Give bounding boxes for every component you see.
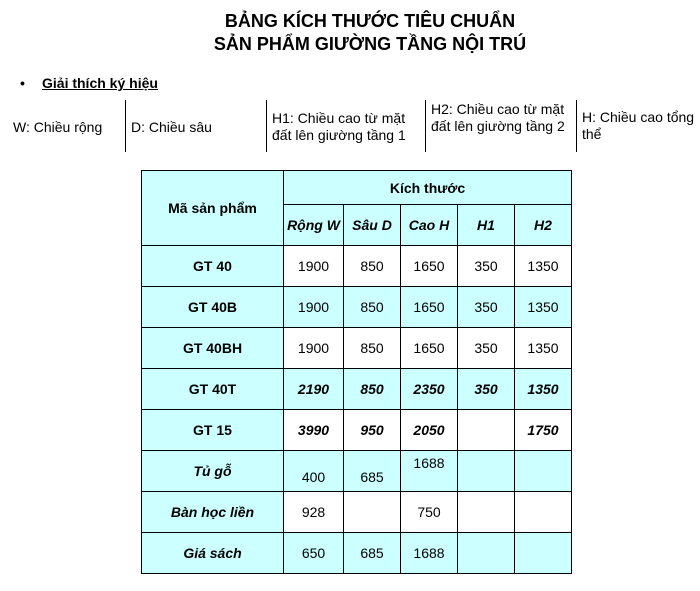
row-name: GT 40: [142, 246, 284, 287]
row-name: GT 40T: [142, 369, 284, 410]
table-row: [142, 246, 572, 287]
table-cell: [458, 451, 515, 492]
row-name: Tủ gỗ: [142, 451, 284, 492]
table-cell: 1350: [515, 287, 572, 328]
row-name: GT 15: [142, 410, 284, 451]
table-cell: 350: [458, 287, 515, 328]
table-row: [142, 492, 572, 533]
legend-item-d: D: Chiều sâu: [125, 100, 265, 152]
table-cell: 685: [344, 533, 401, 574]
table-cell: 350: [458, 328, 515, 369]
table-cell: 950: [344, 410, 401, 451]
table-row: [142, 369, 572, 410]
table-row: [142, 410, 572, 451]
table-cell: 2350: [401, 369, 458, 410]
table-cell: 3990: [284, 410, 344, 451]
header-h1: H1: [458, 205, 515, 246]
table-cell: 850: [344, 369, 401, 410]
table-cell: [458, 492, 515, 533]
table-row: [142, 533, 572, 574]
table-cell: 1900: [284, 287, 344, 328]
table-cell: 1650: [401, 246, 458, 287]
legend-heading-text: Giải thích ký hiệu: [42, 75, 158, 91]
title-line-1: BẢNG KÍCH THƯỚC TIÊU CHUẨN: [224, 11, 516, 31]
table-cell: 650: [284, 533, 344, 574]
table-cell: 1650: [401, 287, 458, 328]
legend-item-h1: H1: Chiều cao từ mặt đất lên giường tầng 1: [266, 100, 424, 152]
table-cell: 850: [344, 328, 401, 369]
title-line-2: SẢN PHẨM GIƯỜNG TẦNG NỘI TRÚ: [213, 34, 527, 54]
table-cell: [515, 492, 572, 533]
table-cell: 350: [458, 369, 515, 410]
header-h2: H2: [515, 205, 572, 246]
table-cell: 1350: [515, 246, 572, 287]
legend-item-h: H: Chiều cao tổng thể: [576, 100, 700, 152]
table-cell: 685: [344, 451, 401, 492]
page-title: [0, 10, 700, 56]
table-cell: 1750: [515, 410, 572, 451]
legend-item-h2: H2: Chiều cao từ mặt đất lên giường tầng 2: [425, 100, 575, 152]
table-cell: 850: [344, 246, 401, 287]
row-name: Giá sách: [142, 533, 284, 574]
table-cell: 350: [458, 246, 515, 287]
table-cell: 400: [284, 451, 344, 492]
row-name: GT 40BH: [142, 328, 284, 369]
table-cell: 1650: [401, 328, 458, 369]
table-cell: 1350: [515, 369, 572, 410]
table-cell: [515, 533, 572, 574]
table-cell: 1688: [401, 451, 458, 492]
table-cell: 2050: [401, 410, 458, 451]
row-name: GT 40B: [142, 287, 284, 328]
size-table: [141, 170, 572, 574]
legend-row: [0, 100, 700, 152]
table-row: [142, 287, 572, 328]
table-cell: 850: [344, 287, 401, 328]
table-cell: 1350: [515, 328, 572, 369]
header-width: Rộng W: [284, 205, 344, 246]
table-cell: [458, 410, 515, 451]
table-cell: 1900: [284, 246, 344, 287]
header-product: Mã sản phẩm: [142, 171, 284, 246]
table-cell: [515, 451, 572, 492]
header-depth: Sâu D: [344, 205, 401, 246]
header-dimensions: Kích thước: [284, 171, 572, 205]
bullet-icon: •: [20, 75, 25, 91]
table-row: [142, 328, 572, 369]
table-cell: 928: [284, 492, 344, 533]
table-cell: 750: [401, 492, 458, 533]
row-name: Bàn học liền: [142, 492, 284, 533]
table-cell: [344, 492, 401, 533]
legend-heading: [20, 75, 158, 91]
table-cell: [458, 533, 515, 574]
table-cell: 1688: [401, 533, 458, 574]
table-cell: 2190: [284, 369, 344, 410]
table-cell: 1900: [284, 328, 344, 369]
legend-item-w: W: Chiều rộng: [13, 119, 103, 135]
table-row: [142, 451, 572, 492]
header-height: Cao H: [401, 205, 458, 246]
